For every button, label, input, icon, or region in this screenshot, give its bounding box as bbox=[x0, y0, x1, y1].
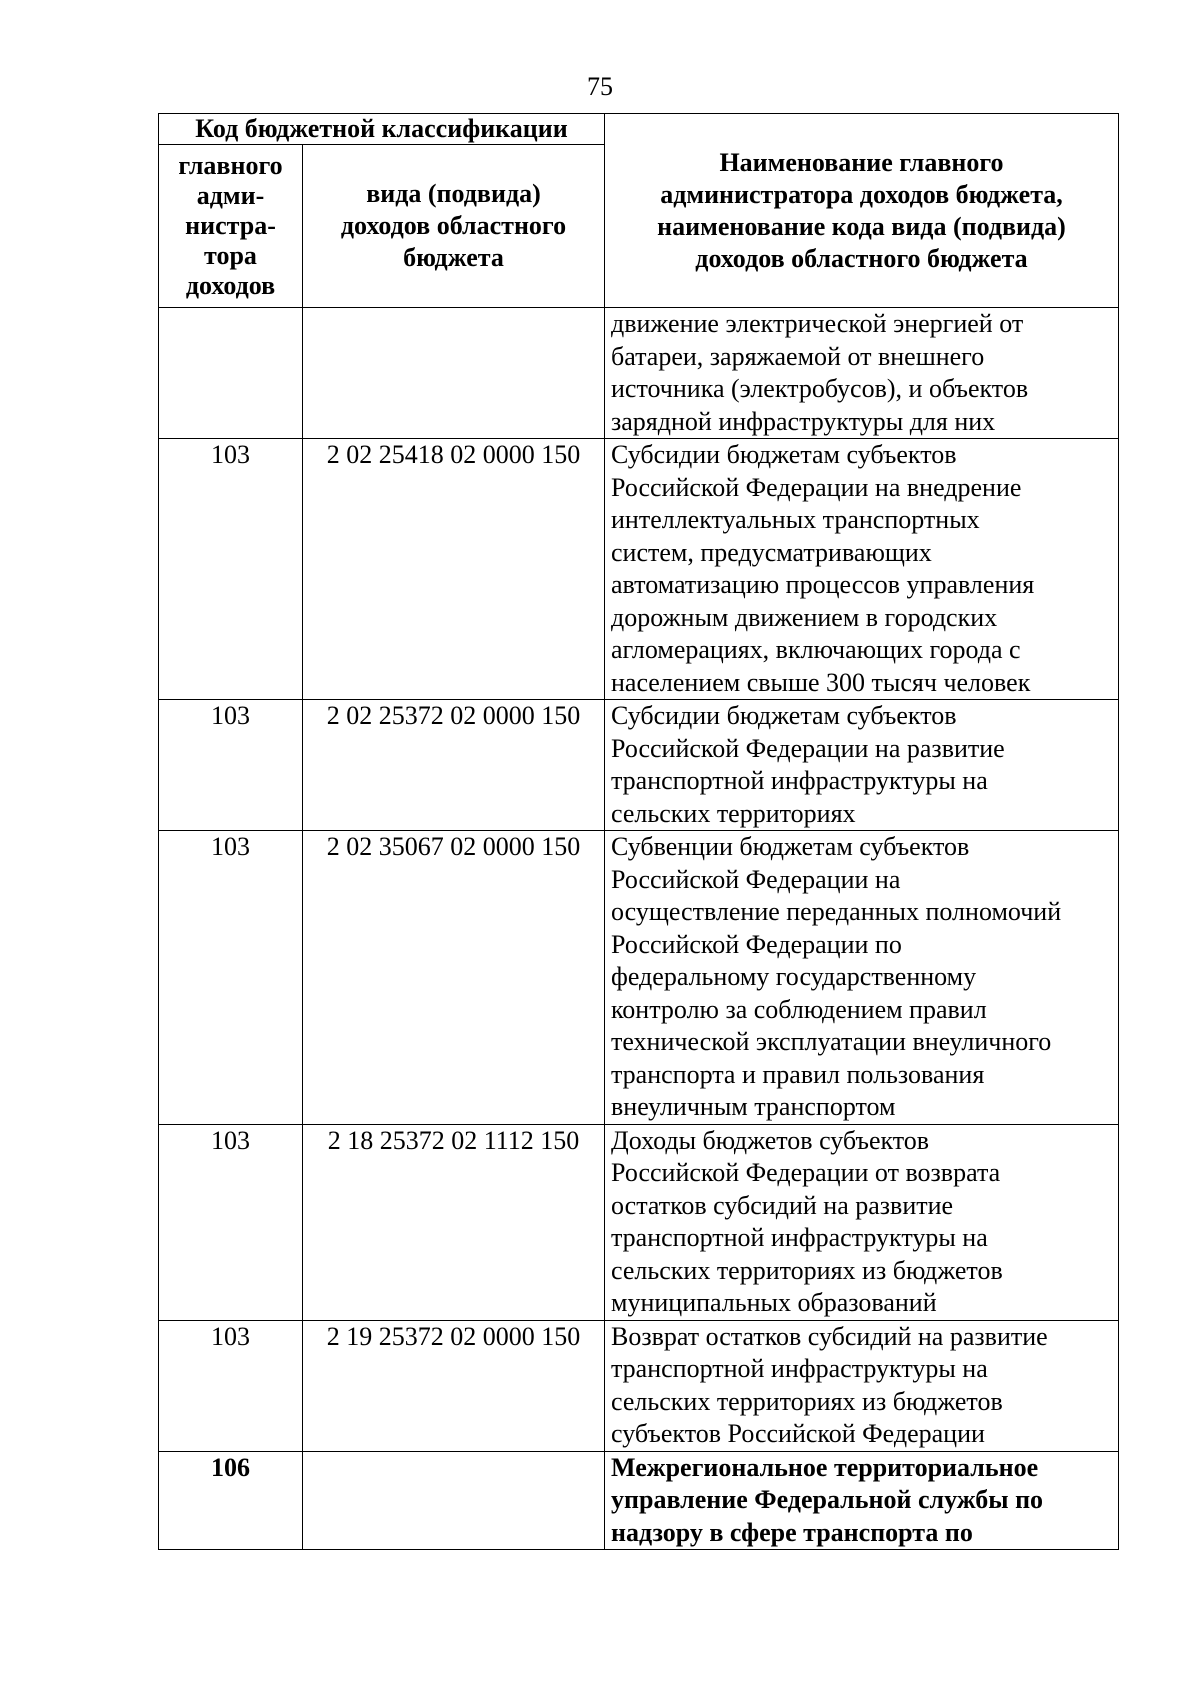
income-name-line: населением свыше 300 тысяч человек bbox=[611, 667, 1031, 697]
table-row bbox=[159, 1124, 1119, 1320]
income-name-cell bbox=[605, 831, 1119, 1125]
income-name-line: субъектов Российской Федерации bbox=[611, 1419, 985, 1448]
income-name-cell bbox=[605, 439, 1119, 700]
income-name-line: сельских территориях из бюджетов bbox=[611, 1255, 1003, 1285]
income-name-line: источника (электробусов), и объектов bbox=[611, 374, 1029, 403]
income-name-line: транспортной инфраструктуры на bbox=[611, 1223, 988, 1252]
header-code-line: доходов областного bbox=[340, 211, 567, 240]
income-name-cell bbox=[605, 308, 1119, 439]
income-name-line: Межрегиональное территориальное bbox=[611, 1452, 1039, 1482]
header-admin-line: нистра- bbox=[185, 211, 276, 240]
header-row-group bbox=[159, 114, 1119, 145]
income-name-line: Субсидии бюджетам субъектов bbox=[611, 701, 957, 730]
income-name-line: Российской Федерации на развитие bbox=[611, 733, 1005, 763]
header-admin-line: доходов bbox=[185, 271, 276, 300]
header-name-line: Наименование главного bbox=[719, 147, 1004, 177]
page-number: 75 bbox=[587, 72, 613, 101]
income-name-line: транспортной инфраструктуры на bbox=[611, 766, 988, 795]
administrator-name-cell bbox=[605, 1451, 1119, 1550]
income-name-cell bbox=[605, 1124, 1119, 1320]
income-name-line: сельских территориях bbox=[611, 798, 856, 828]
table-row bbox=[159, 439, 1119, 700]
income-name-line: надзору в сфере транспорта по bbox=[611, 1517, 973, 1547]
table-body bbox=[159, 308, 1119, 1550]
income-name-line: Российской Федерации по bbox=[611, 929, 902, 959]
income-name-line: остатков субсидий на развитие bbox=[611, 1190, 954, 1220]
income-name-line: движение электрической энергией от bbox=[611, 309, 1024, 338]
income-name-cell bbox=[605, 700, 1119, 831]
budget-classification-table bbox=[158, 113, 1119, 1550]
admin-code-cell: 106 bbox=[159, 1451, 303, 1550]
header-code-line: бюджета bbox=[403, 243, 504, 272]
header-code bbox=[303, 145, 605, 308]
header-budget-code-group: Код бюджетной классификации bbox=[159, 114, 605, 145]
admin-code-cell: 103 bbox=[159, 1124, 303, 1320]
income-name-line: транспорта и правил пользования bbox=[611, 1059, 985, 1089]
admin-code-cell: 103 bbox=[159, 1320, 303, 1451]
header-name-line: наименование кода вида (подвида) bbox=[657, 211, 1066, 241]
income-name-line: Российской Федерации на bbox=[611, 864, 901, 894]
income-name-line: контролю за соблюдением правил bbox=[611, 994, 987, 1024]
header-name-line: администратора доходов бюджета, bbox=[660, 179, 1063, 209]
table-row-administrator bbox=[159, 1451, 1119, 1550]
income-name-line: транспортной инфраструктуры на bbox=[611, 1354, 988, 1383]
income-name-line: зарядной инфраструктуры для них bbox=[611, 406, 996, 436]
income-name-line: Российской Федерации на внедрение bbox=[611, 472, 1022, 502]
income-name-line: федеральному государственному bbox=[611, 962, 977, 991]
header-name bbox=[605, 114, 1119, 308]
table-row bbox=[159, 700, 1119, 831]
income-code-cell: 2 19 25372 02 0000 150 bbox=[303, 1320, 605, 1451]
income-name-line: агломерациях, включающих города с bbox=[611, 635, 1021, 664]
admin-code-cell: 103 bbox=[159, 831, 303, 1125]
income-name-line: муниципальных образований bbox=[611, 1288, 937, 1317]
income-code-cell: 2 02 25372 02 0000 150 bbox=[303, 700, 605, 831]
table-row bbox=[159, 831, 1119, 1125]
income-name-line: дорожным движением в городских bbox=[611, 602, 998, 632]
header-admin bbox=[159, 145, 303, 308]
admin-code-cell: 103 bbox=[159, 439, 303, 700]
header-name-line: доходов областного бюджета bbox=[695, 243, 1028, 273]
header-admin-line: главного bbox=[178, 151, 283, 180]
income-name-line: управление Федеральной службы по bbox=[611, 1485, 1044, 1514]
admin-code-cell bbox=[159, 308, 303, 439]
income-name-line: батареи, заряжаемой от внешнего bbox=[611, 341, 985, 371]
table-row bbox=[159, 308, 1119, 439]
income-name-line: Субсидии бюджетам субъектов bbox=[611, 440, 957, 469]
income-name-line: интеллектуальных транспортных bbox=[611, 505, 980, 534]
income-name-line: систем, предусматривающих bbox=[611, 537, 932, 567]
income-code-cell: 2 02 35067 02 0000 150 bbox=[303, 831, 605, 1125]
income-code-cell: 2 02 25418 02 0000 150 bbox=[303, 439, 605, 700]
income-name-line: технической эксплуатации внеуличного bbox=[611, 1027, 1052, 1056]
income-name-line: Российской Федерации от возврата bbox=[611, 1158, 1001, 1187]
income-name-line: автоматизацию процессов управления bbox=[611, 570, 1035, 599]
admin-code-cell: 103 bbox=[159, 700, 303, 831]
header-code-line: вида (подвида) bbox=[366, 179, 541, 208]
income-name-cell bbox=[605, 1320, 1119, 1451]
income-code-cell bbox=[303, 308, 605, 439]
income-name-line: Возврат остатков субсидий на развитие bbox=[611, 1321, 1048, 1351]
header-admin-line: адми- bbox=[196, 181, 265, 210]
header-admin-line: тора bbox=[204, 241, 257, 270]
table-row bbox=[159, 1320, 1119, 1451]
income-code-cell bbox=[303, 1451, 605, 1550]
income-code-cell: 2 18 25372 02 1112 150 bbox=[303, 1124, 605, 1320]
income-name-line: Доходы бюджетов субъектов bbox=[611, 1125, 930, 1155]
income-name-line: сельских территориях из бюджетов bbox=[611, 1386, 1003, 1416]
income-name-line: Субвенции бюджетам субъектов bbox=[611, 832, 970, 861]
income-name-line: внеуличным транспортом bbox=[611, 1092, 896, 1121]
income-name-line: осуществление переданных полномочий bbox=[611, 897, 1062, 926]
